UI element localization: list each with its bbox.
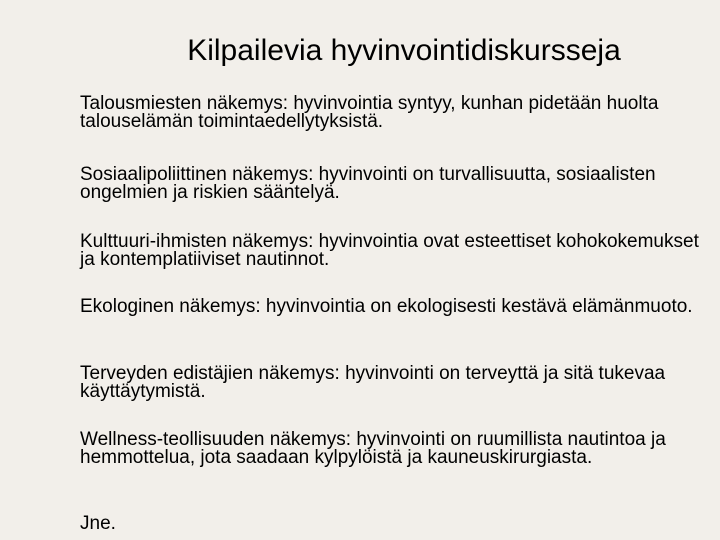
list-item: Wellness-teollisuuden näkemys: hyvinvointi on ruumillista nautintoa ja hemmottelua, jota saadaan kylpylöistä ja kauneuskirurgiasta. bbox=[80, 429, 666, 468]
list-item: Kulttuuri-ihmisten näkemys: hyvinvointia ovat esteettiset kohokokemukset ja kontemplatiiviset nautinnot. bbox=[80, 231, 699, 270]
list-item: Jne. bbox=[80, 513, 116, 534]
slide-title: Kilpailevia hyvinvointidiskursseja bbox=[187, 34, 621, 67]
list-item: Terveyden edistäjien näkemys: hyvinvointi on terveyttä ja sitä tukevaa käyttäytymistä. bbox=[80, 363, 666, 402]
list-item: Ekologinen näkemys: hyvinvointia on ekologisesti kestävä elämänmuoto. bbox=[80, 296, 693, 317]
list-item: Sosiaalipoliittinen näkemys: hyvinvointi on turvallisuutta, sosiaalisten ongelmien ja riskien sääntelyä. bbox=[80, 164, 656, 203]
list-item: Talousmiesten näkemys: hyvinvointia syntyy, kunhan pidetään huolta talouselämän toimintaedellytyksistä. bbox=[80, 93, 659, 132]
